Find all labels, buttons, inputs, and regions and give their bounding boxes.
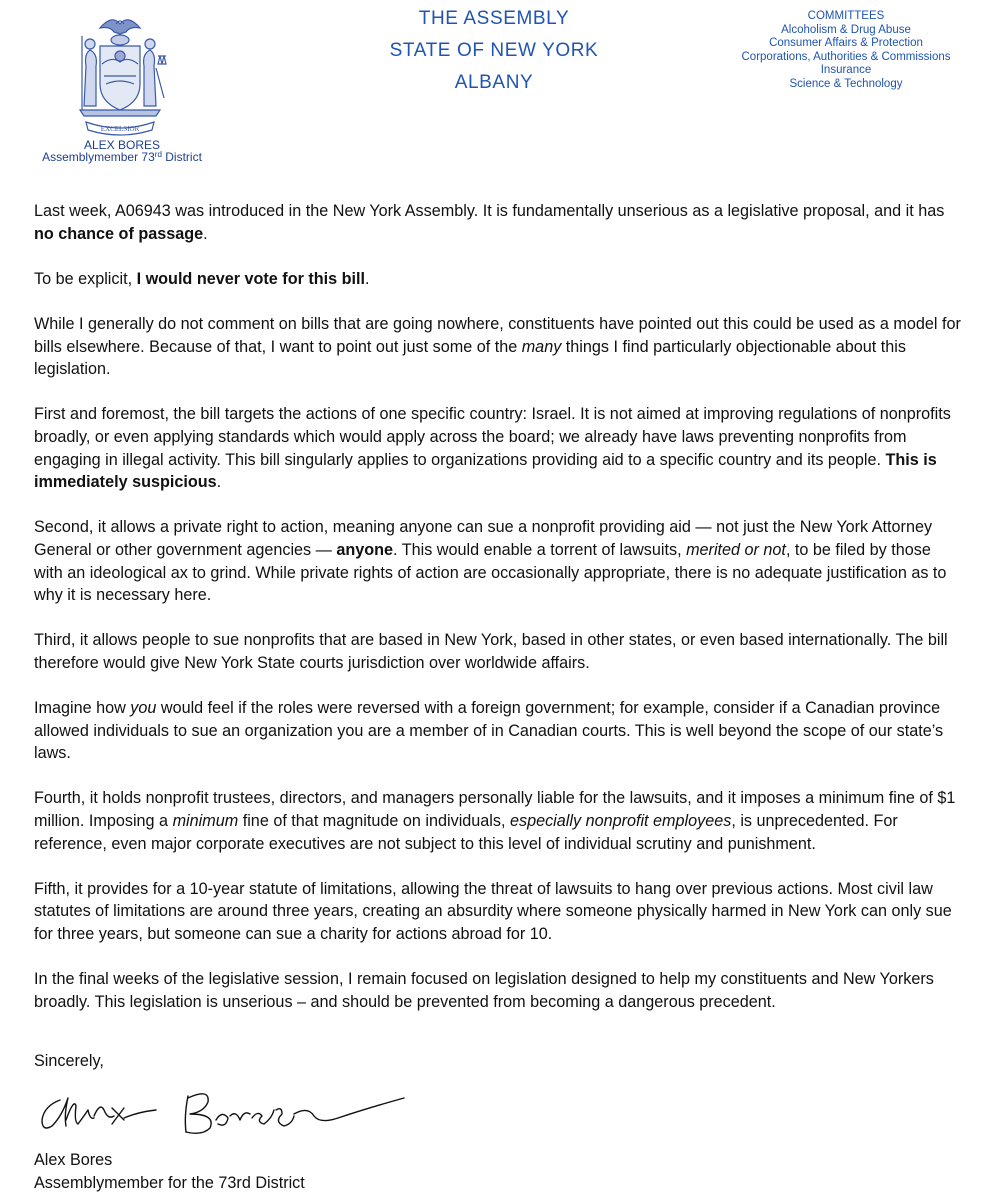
paragraph-text: . [365,269,370,288]
emphasis-italic: many [521,337,562,356]
committees-list [716,10,976,92]
paragraph-text: fine of that magnitude on individuals, [238,812,510,831]
paragraph-imagine [34,697,964,765]
paragraph-context [34,313,964,381]
paragraph-text: . [203,224,208,243]
paragraph-fifth: Fifth, it provides for a 10-year statute of limitations, allowing the threat of lawsuits to hang over previous actions. Most civil law statutes of limitations are around three years, creating an absurdity where someone physically harmed in New York can only sue for three years, but someone can sue a charity for actions abroad for 10. [34,879,952,943]
paragraph-first [34,403,964,493]
signatory-name: Alex Bores [34,1151,113,1169]
member-district-suffix: District [161,150,202,164]
paragraph-text: While I generally do not comment on bills that are going nowhere, constituents have pointed out this could be used as a model for bills elsewhere. Because of that, I want to point out just some of the [34,314,961,356]
committee-item: Insurance [820,64,872,77]
paragraph-text: Imagine how [34,699,131,718]
paragraph-text: To be explicit, [34,269,137,288]
paragraph-intro [34,200,964,245]
emphasis-italic: you [130,699,157,718]
emphasis-bold: This is immediately suspicious [34,450,937,492]
assembly-title-line: ALBANY [454,72,534,93]
committee-item: Alcoholism & Drug Abuse [781,23,911,36]
paragraph-text: . [216,473,222,492]
emphasis-bold: anyone [336,540,394,559]
signature-text: Alex Bores [38,1140,43,1141]
signatory [34,1149,305,1194]
paragraph-text: Last week, A06943 was introduced in the New York Assembly. It is fundamentally unserious as a legislative proposal, and it has [34,202,945,220]
paragraph-text: things I find particularly objectionable about this legislation. [34,337,906,379]
member-district [0,151,244,164]
committee-item: Consumer Affairs & Protection [769,37,923,50]
assembly-title [344,8,644,104]
assembly-title-line: STATE OF NEW YORK [389,40,599,61]
seal-motto: EXCELSIOR [100,125,140,133]
paragraph-text: Second, it allows a private right to action, meaning anyone can sue a nonprofit providing aid — not just the New York Attorney General or other government agencies — [34,518,933,559]
committee-item: Corporations, Authorities & Commissions [741,50,951,63]
paragraph-text: , to be filed by those with an ideological ax to grind. While private rights of action are occasionally appropriate, there is no adequate justification as to why it is necessary here. [34,540,947,605]
paragraph-fourth [34,787,964,855]
letterhead [0,0,985,175]
paragraph-text: would feel if the roles were reversed with a foreign government; for example, consider if a Canadian province allowed individuals to sue an organization you are a member of in Canadian courts. This is well beyond the scope of our state’s laws. [34,699,944,763]
committees-heading: COMMITTEES [807,10,885,22]
member-district-prefix: Assemblymember 73 [42,150,155,164]
emphasis-bold: I would never vote for this bill [136,269,366,288]
assembly-title-line: THE ASSEMBLY [418,8,570,29]
paragraph-text: . This would enable a torrent of lawsuits, [393,540,687,559]
signatory-title: Assemblymember for the 73rd District [34,1173,305,1192]
new-york-state-seal-icon [60,6,180,141]
member-name: ALEX BORES [83,138,161,152]
emphasis-italic: merited or not [686,540,786,559]
paragraph-second [34,516,964,606]
paragraph-third: Third, it allows people to sue nonprofits that are based in New York, based in other states, or even based internationally. The bill therefore would give New York State courts jurisdiction over worldwide affairs. [34,631,948,672]
committee-item: Science & Technology [789,77,903,90]
salutation: Sincerely, [34,1052,104,1070]
member-district-ordinal: rd [154,150,162,159]
paragraph-text: , is unprecedented. For reference, even major corporate executives are not subject to this level of individual scrutiny and punishment. [34,812,898,853]
handwritten-signature [38,1080,408,1142]
emphasis-italic: especially nonprofit employees [509,812,732,831]
paragraph-conclusion: In the final weeks of the legislative session, I remain focused on legislation designed to help my constituents and New Yorkers broadly. This legislation is unserious – and should be prevented from becoming a dangerous precedent. [34,970,934,1011]
emphasis-bold: no chance of passage [34,224,204,243]
paragraph-explicit [34,268,964,291]
paragraph-text: Fourth, it holds nonprofit trustees, directors, and managers personally liable for the lawsuits, and it imposes a minimum fine of $1 million. Imposing a [34,789,956,831]
letter-body [34,200,964,1036]
emphasis-italic: minimum [172,812,239,831]
paragraph-text: First and foremost, the bill targets the actions of one specific country: Israel. It is not aimed at improving regulations of nonprofits broadly, or even applying standards which would apply across the board; we already have laws preventing nonprofits from engaging in illegal activity. This bill singularly applies to organizations providing aid to a specific country and its people. [34,405,951,469]
